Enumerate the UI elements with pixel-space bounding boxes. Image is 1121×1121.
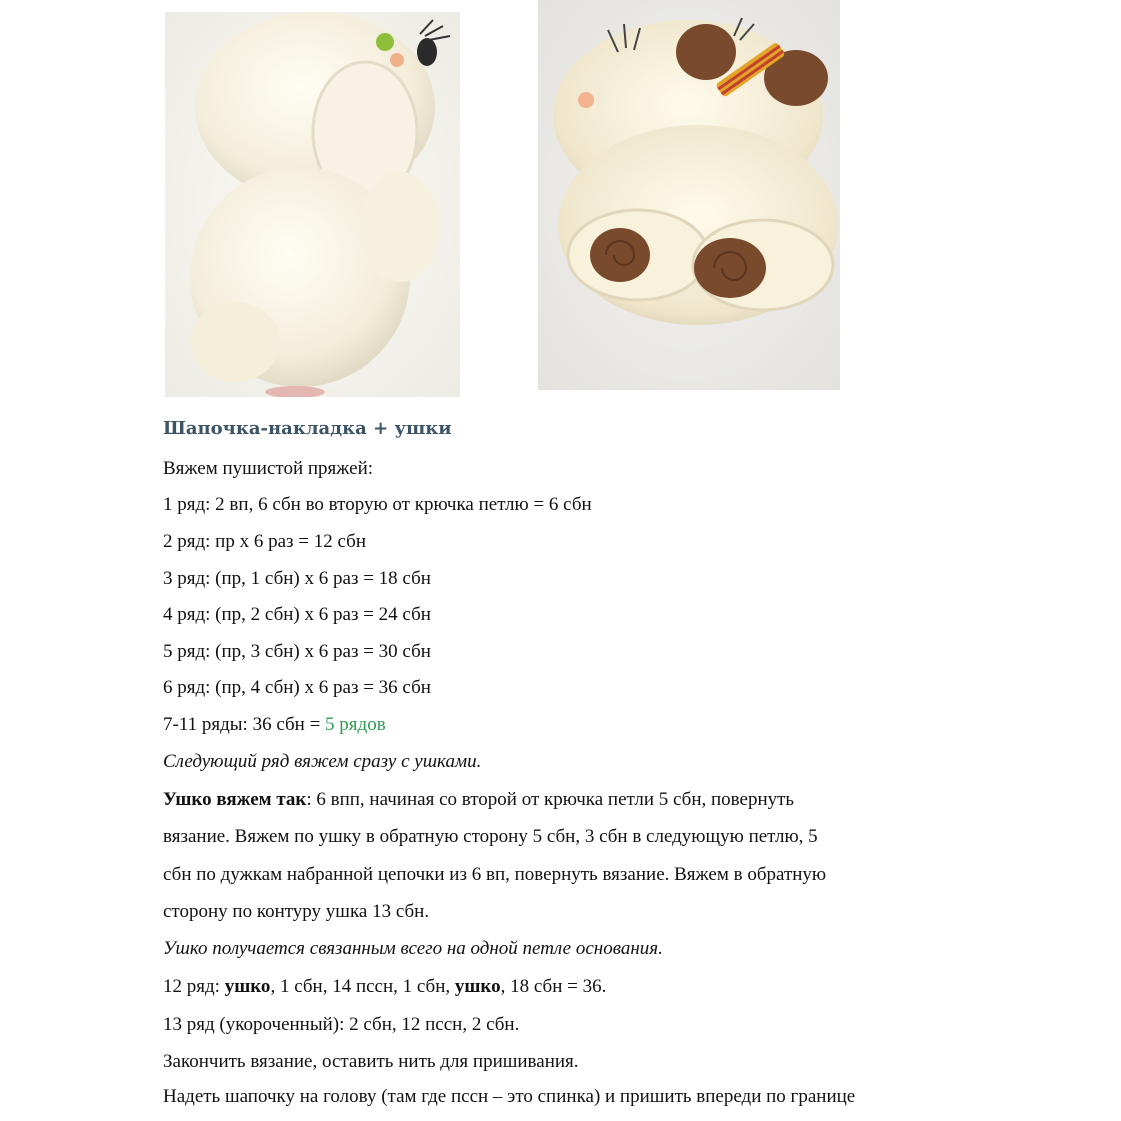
ear-instruction-line-4: сторону по контуру ушка 13 сбн. [163,901,430,922]
ear-instruction-rest: : 6 впп, начиная со второй от крючка петли 5 сбн, повернуть [306,789,795,810]
row-line-7-11 [163,713,386,737]
row-line-4: 4 ряд: (пр, 2 сбн) х 6 раз = 24 сбн [163,604,431,625]
row-line-3: 3 ряд: (пр, 1 сбн) х 6 раз = 18 сбн [163,568,431,589]
intro-line: Вяжем пушистой пряжей: [163,458,374,479]
row-7-11-text: 7-11 ряды: 36 сбн = [163,714,326,735]
row-7-11-highlight: 5 рядов [325,714,386,735]
row-line-5: 5 ряд: (пр, 3 сбн) х 6 раз = 30 сбн [163,641,431,662]
row-12-suffix: , 18 сбн = 36. [500,976,607,997]
row-line-1: 1 ряд: 2 вп, 6 сбн во вторую от крючка петлю = 6 сбн [163,494,592,515]
note-ear: Ушко получается связанным всего на одной петле основания. [163,938,663,959]
last-line: Надеть шапочку на голову (там где пссн – это спинка) и пришить впереди по границе [163,1086,856,1107]
note-next-row: Следующий ряд вяжем сразу с ушками. [163,751,482,772]
row-12-prefix: 12 ряд: [163,976,225,997]
section-heading: Шапочка-накладка + ушки [163,418,452,439]
ear-instruction-line-3: сбн по дужкам набранной цепочки из 6 вп, повернуть вязание. Вяжем в обратную [163,864,827,885]
toy-top-photo [538,0,840,390]
finish-line: Закончить вязание, оставить нить для пришивания. [163,1051,579,1072]
ear-instruction-line-1 [163,788,794,812]
row-12-ear-1: ушко [224,976,271,997]
row-line-13: 13 ряд (укороченный): 2 сбн, 12 пссн, 2 сбн. [163,1014,520,1035]
ear-instruction-lead: Ушко вяжем так [163,789,307,810]
toy-side-photo [165,12,460,397]
row-12-middle: , 1 сбн, 14 пссн, 1 сбн, [270,976,455,997]
row-12-ear-2: ушко [454,976,501,997]
row-line-6: 6 ряд: (пр, 4 сбн) х 6 раз = 36 сбн [163,677,431,698]
ear-instruction-line-2: вязание. Вяжем по ушку в обратную сторону 5 сбн, 3 сбн в следующую петлю, 5 [163,826,818,847]
row-line-2: 2 ряд: пр х 6 раз = 12 сбн [163,531,367,552]
row-line-12 [163,975,606,999]
